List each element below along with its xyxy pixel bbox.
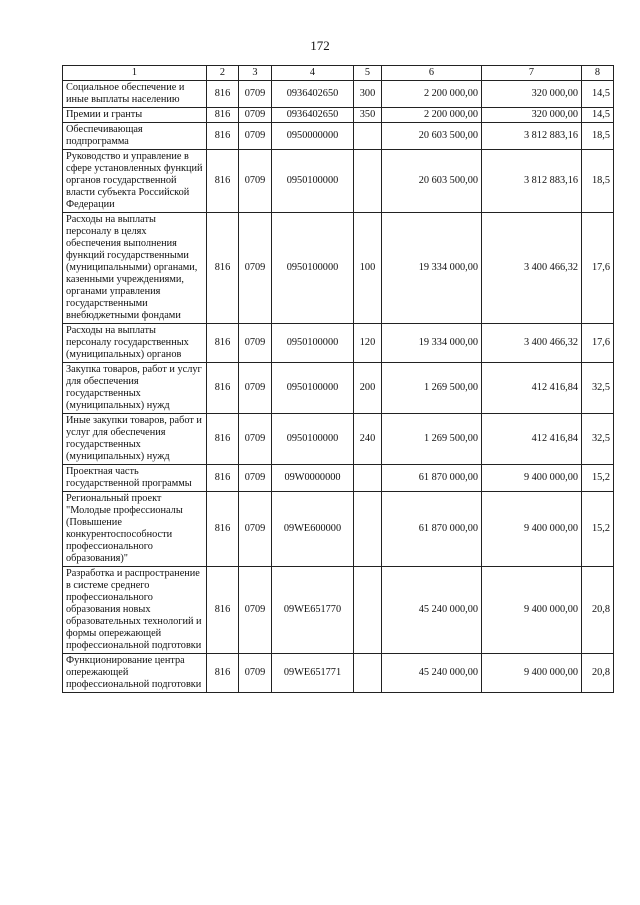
header-cell: 7 <box>482 66 582 81</box>
expense-name: Региональный проект "Молодые профессионалы (Повышение конкурентоспособности профессионального образования)" <box>63 492 207 567</box>
expense-type-code <box>354 465 382 492</box>
target-item-code: 0936402650 <box>272 81 354 108</box>
planned-amount: 61 870 000,00 <box>382 465 482 492</box>
section-code: 0709 <box>239 324 272 363</box>
expense-name: Иные закупки товаров, работ и услуг для обеспечения государственных (муниципальных) нужд <box>63 414 207 465</box>
execution-percent: 17,6 <box>582 324 614 363</box>
planned-amount: 2 200 000,00 <box>382 108 482 123</box>
department-code: 816 <box>207 414 239 465</box>
expense-type-code: 100 <box>354 213 382 324</box>
department-code: 816 <box>207 363 239 414</box>
section-code: 0709 <box>239 123 272 150</box>
executed-amount: 9 400 000,00 <box>482 567 582 654</box>
execution-percent: 14,5 <box>582 81 614 108</box>
execution-percent: 15,2 <box>582 465 614 492</box>
target-item-code: 0950100000 <box>272 150 354 213</box>
execution-percent: 18,5 <box>582 150 614 213</box>
budget-table <box>62 65 614 693</box>
expense-type-code <box>354 567 382 654</box>
section-code: 0709 <box>239 81 272 108</box>
planned-amount: 20 603 500,00 <box>382 150 482 213</box>
expense-type-code: 240 <box>354 414 382 465</box>
section-code: 0709 <box>239 150 272 213</box>
table-row <box>63 414 614 465</box>
department-code: 816 <box>207 123 239 150</box>
executed-amount: 3 400 466,32 <box>482 213 582 324</box>
table-row <box>63 363 614 414</box>
table-row <box>63 324 614 363</box>
target-item-code: 0936402650 <box>272 108 354 123</box>
expense-name: Расходы на выплаты персоналу в целях обеспечения выполнения функций государственными (муниципальными) органами, казенными учреждениями, органами управления государственными внебюджетными фондами <box>63 213 207 324</box>
department-code: 816 <box>207 465 239 492</box>
header-cell: 2 <box>207 66 239 81</box>
executed-amount: 320 000,00 <box>482 81 582 108</box>
expense-type-code <box>354 654 382 693</box>
header-cell: 8 <box>582 66 614 81</box>
department-code: 816 <box>207 213 239 324</box>
expense-type-code: 120 <box>354 324 382 363</box>
execution-percent: 18,5 <box>582 123 614 150</box>
table-row <box>63 108 614 123</box>
execution-percent: 20,8 <box>582 567 614 654</box>
expense-type-code: 200 <box>354 363 382 414</box>
planned-amount: 1 269 500,00 <box>382 414 482 465</box>
planned-amount: 19 334 000,00 <box>382 213 482 324</box>
table-row <box>63 567 614 654</box>
planned-amount: 45 240 000,00 <box>382 654 482 693</box>
executed-amount: 9 400 000,00 <box>482 465 582 492</box>
expense-name: Разработка и распространение в системе среднего профессионального образования новых образовательных технологий и формы опережающей профессиональной подготовки <box>63 567 207 654</box>
target-item-code: 0950100000 <box>272 414 354 465</box>
expense-type-code <box>354 150 382 213</box>
target-item-code: 09WE651771 <box>272 654 354 693</box>
header-cell: 4 <box>272 66 354 81</box>
target-item-code: 09WE600000 <box>272 492 354 567</box>
target-item-code: 0950100000 <box>272 213 354 324</box>
expense-name: Закупка товаров, работ и услуг для обеспечения государственных (муниципальных) нужд <box>63 363 207 414</box>
department-code: 816 <box>207 81 239 108</box>
expense-type-code: 300 <box>354 81 382 108</box>
table-row <box>63 123 614 150</box>
expense-name: Премии и гранты <box>63 108 207 123</box>
executed-amount: 412 416,84 <box>482 414 582 465</box>
expense-type-code <box>354 123 382 150</box>
header-cell: 1 <box>63 66 207 81</box>
execution-percent: 15,2 <box>582 492 614 567</box>
section-code: 0709 <box>239 465 272 492</box>
executed-amount: 3 400 466,32 <box>482 324 582 363</box>
executed-amount: 3 812 883,16 <box>482 150 582 213</box>
executed-amount: 3 812 883,16 <box>482 123 582 150</box>
section-code: 0709 <box>239 492 272 567</box>
execution-percent: 14,5 <box>582 108 614 123</box>
header-row <box>63 66 614 81</box>
expense-name: Функционирование центра опережающей профессиональной подготовки <box>63 654 207 693</box>
table-row <box>63 654 614 693</box>
table-row <box>63 492 614 567</box>
planned-amount: 19 334 000,00 <box>382 324 482 363</box>
table-row <box>63 81 614 108</box>
execution-percent: 32,5 <box>582 414 614 465</box>
table-row <box>63 213 614 324</box>
target-item-code: 0950100000 <box>272 363 354 414</box>
department-code: 816 <box>207 150 239 213</box>
department-code: 816 <box>207 654 239 693</box>
section-code: 0709 <box>239 654 272 693</box>
executed-amount: 412 416,84 <box>482 363 582 414</box>
expense-name: Проектная часть государственной программы <box>63 465 207 492</box>
expense-type-code: 350 <box>354 108 382 123</box>
department-code: 816 <box>207 567 239 654</box>
target-item-code: 09WE651770 <box>272 567 354 654</box>
section-code: 0709 <box>239 414 272 465</box>
section-code: 0709 <box>239 363 272 414</box>
table-row <box>63 150 614 213</box>
execution-percent: 17,6 <box>582 213 614 324</box>
department-code: 816 <box>207 324 239 363</box>
expense-name: Расходы на выплаты персоналу государственных (муниципальных) органов <box>63 324 207 363</box>
section-code: 0709 <box>239 108 272 123</box>
expense-name: Социальное обеспечение и иные выплаты населению <box>63 81 207 108</box>
department-code: 816 <box>207 492 239 567</box>
target-item-code: 0950000000 <box>272 123 354 150</box>
planned-amount: 2 200 000,00 <box>382 81 482 108</box>
header-cell: 3 <box>239 66 272 81</box>
expense-name: Обеспечивающая подпрограмма <box>63 123 207 150</box>
department-code: 816 <box>207 108 239 123</box>
header-cell: 6 <box>382 66 482 81</box>
section-code: 0709 <box>239 213 272 324</box>
execution-percent: 32,5 <box>582 363 614 414</box>
planned-amount: 1 269 500,00 <box>382 363 482 414</box>
executed-amount: 9 400 000,00 <box>482 654 582 693</box>
planned-amount: 20 603 500,00 <box>382 123 482 150</box>
expense-name: Руководство и управление в сфере установленных функций органов государственной власти субъекта Российской Федерации <box>63 150 207 213</box>
page-number: 172 <box>310 38 330 53</box>
target-item-code: 0950100000 <box>272 324 354 363</box>
execution-percent: 20,8 <box>582 654 614 693</box>
planned-amount: 45 240 000,00 <box>382 567 482 654</box>
expense-type-code <box>354 492 382 567</box>
planned-amount: 61 870 000,00 <box>382 492 482 567</box>
header-cell: 5 <box>354 66 382 81</box>
executed-amount: 9 400 000,00 <box>482 492 582 567</box>
target-item-code: 09W0000000 <box>272 465 354 492</box>
executed-amount: 320 000,00 <box>482 108 582 123</box>
table-row <box>63 465 614 492</box>
section-code: 0709 <box>239 567 272 654</box>
